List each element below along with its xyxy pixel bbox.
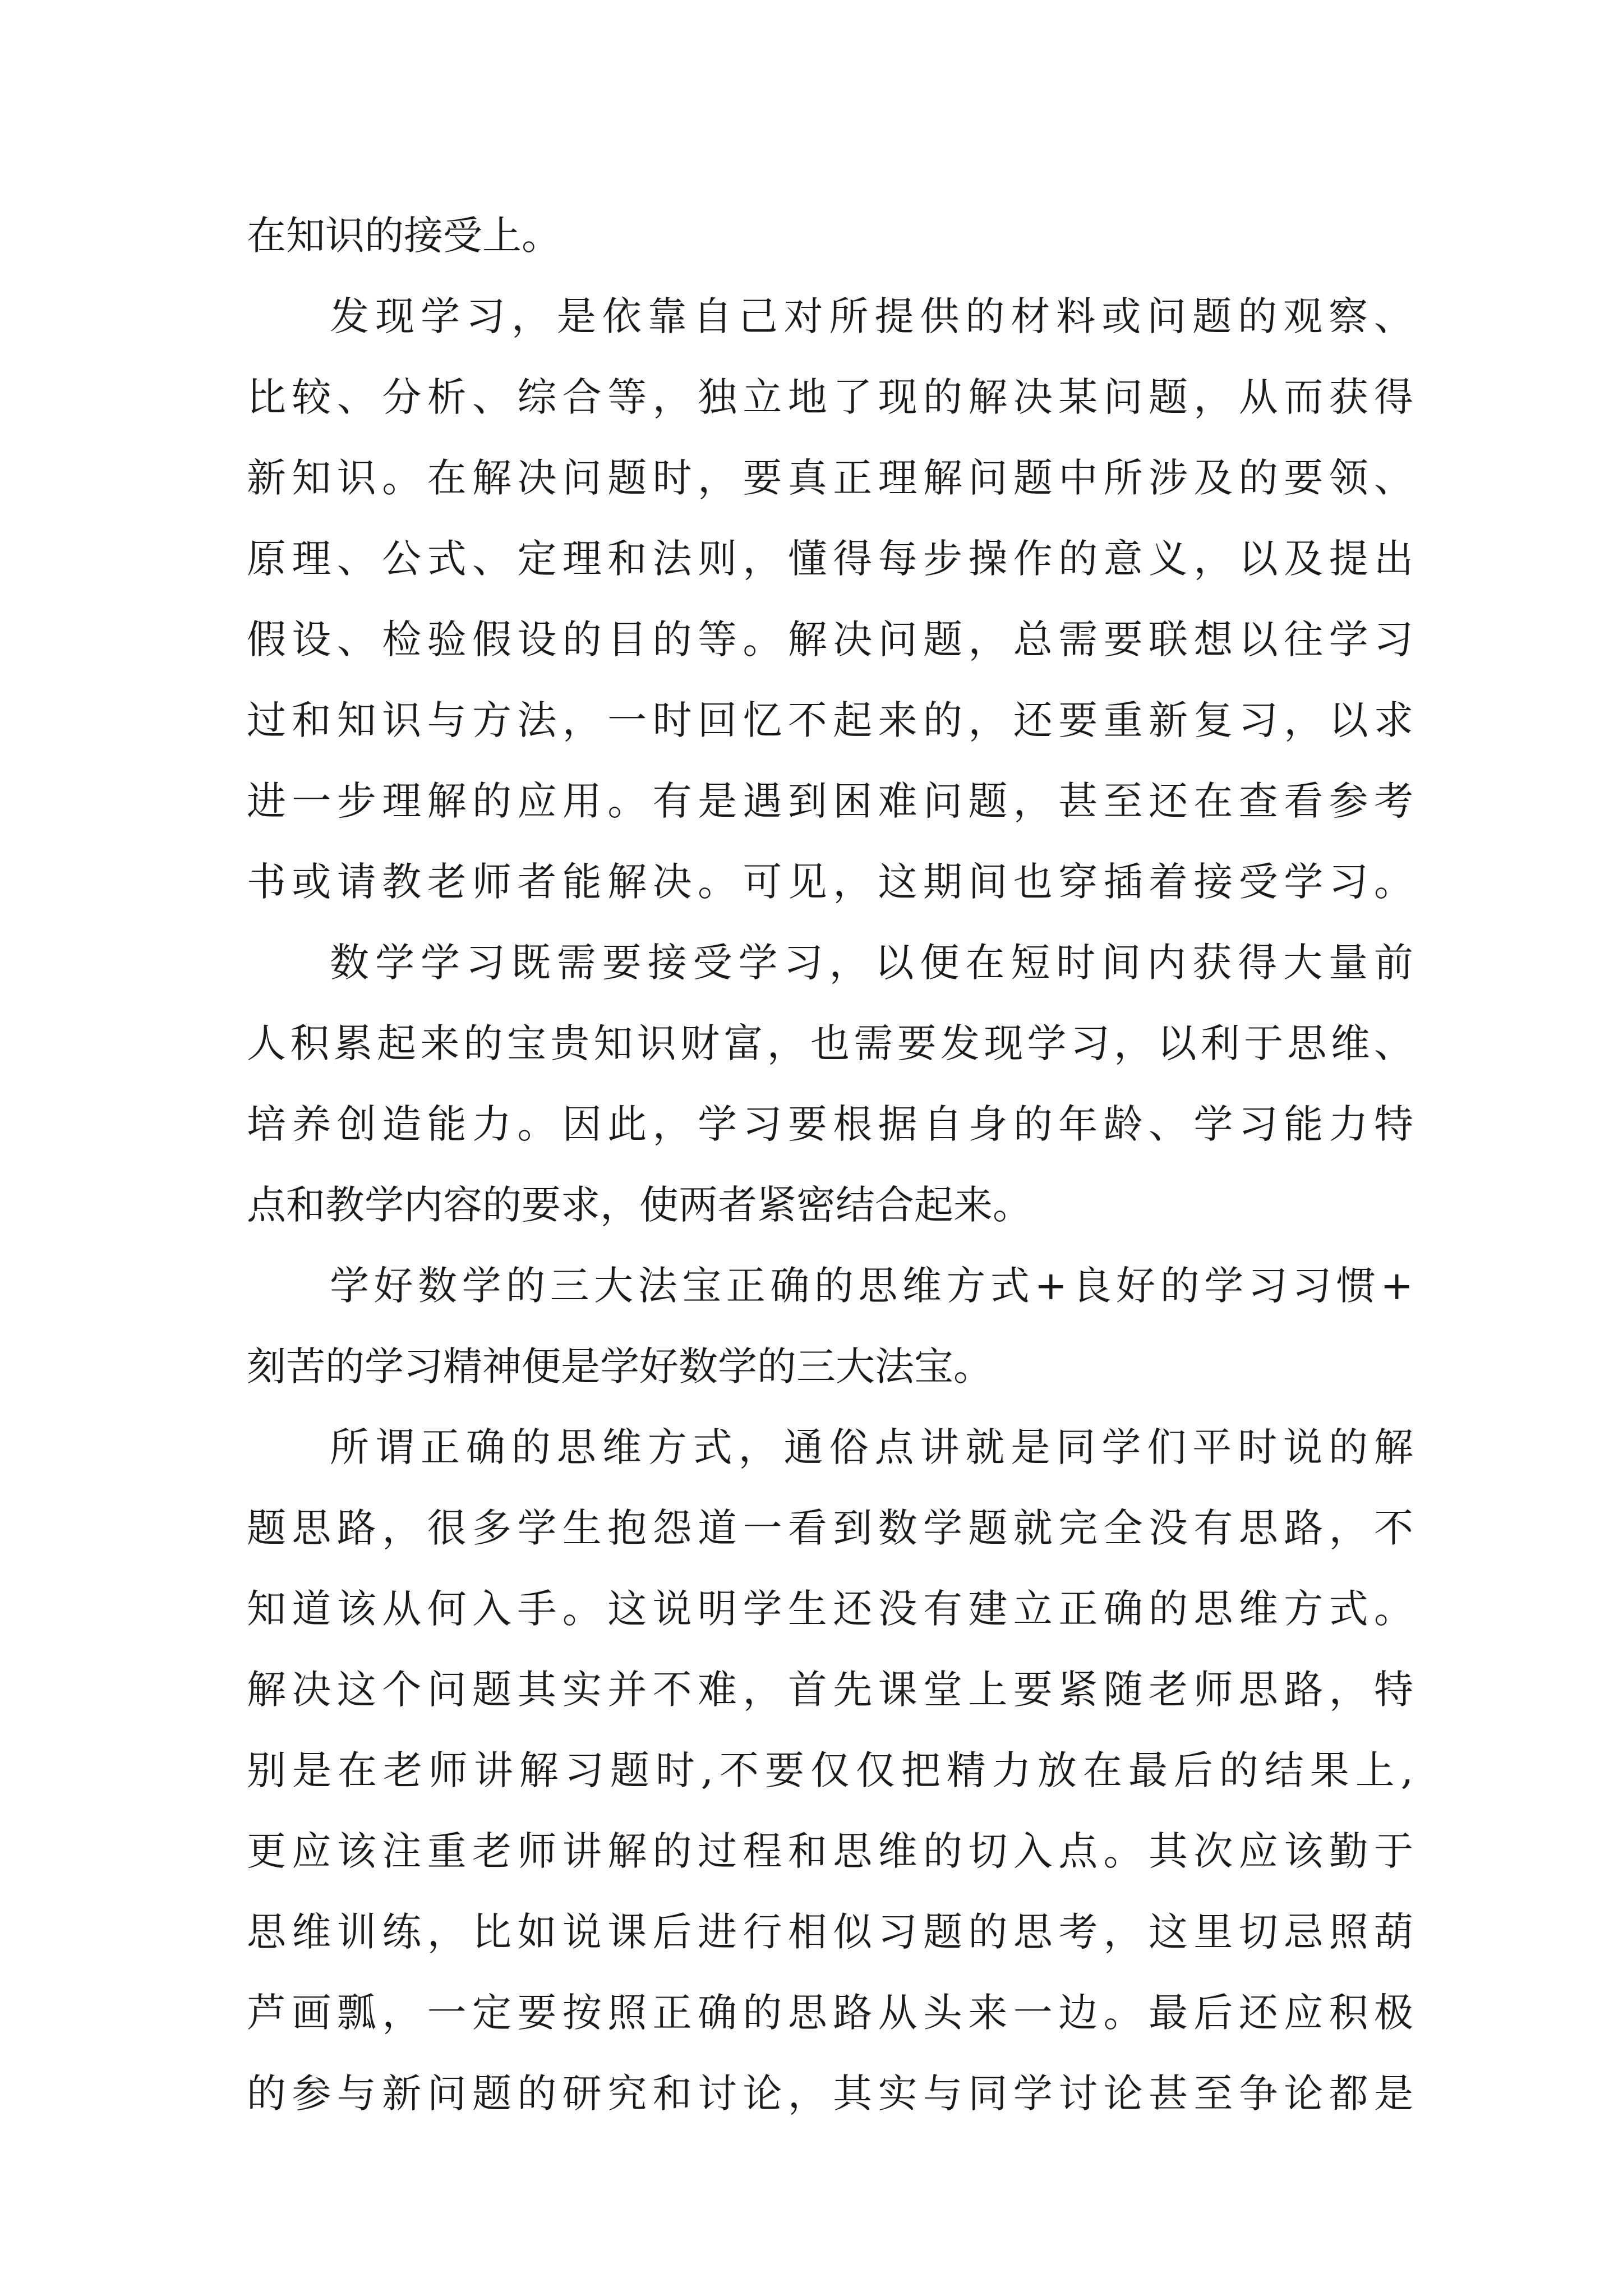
text-line: 更应该注重老师讲解的过程和思维的切入点。其次应该勤于 <box>247 1828 1413 1874</box>
text-line: 学好数学的三大法宝正确的思维方式+良好的学习习惯+ <box>330 1263 1413 1309</box>
text-line: 比较、分析、综合等，独立地了现的解决某问题，从而获得 <box>247 374 1413 420</box>
text-line: 芦画瓢，一定要按照正确的思路从头来一边。最后还应积极 <box>247 1990 1413 2036</box>
text-line: 知道该从何入手。这说明学生还没有建立正确的思维方式。 <box>247 1586 1413 1632</box>
text-line: 点和教学内容的要求，使两者紧密结合起来。 <box>247 1182 1032 1228</box>
text-line: 刻苦的学习精神便是学好数学的三大法宝。 <box>247 1343 993 1389</box>
text-line: 发现学习，是依靠自己对所提供的材料或问题的观察、 <box>330 293 1413 339</box>
text-line: 原理、公式、定理和法则，懂得每步操作的意义，以及提出 <box>247 536 1413 582</box>
text-line: 思维训练，比如说课后进行相似习题的思考，这里切忌照葫 <box>247 1909 1413 1955</box>
body-text <box>247 195 1413 2134</box>
text-line: 人积累起来的宝贵知识财富，也需要发现学习，以利于思维、 <box>247 1020 1413 1066</box>
text-line: 别是在老师讲解习题时,不要仅仅把精力放在最后的结果上, <box>247 1747 1413 1793</box>
text-line: 在知识的接受上。 <box>247 213 561 259</box>
text-line: 过和知识与方法，一时回忆不起来的，还要重新复习，以求 <box>247 697 1413 743</box>
text-line: 培养创造能力。因此，学习要根据自身的年龄、学习能力特 <box>247 1101 1413 1147</box>
text-line: 书或请教老师者能解决。可见，这期间也穿插着接受学习。 <box>247 859 1413 905</box>
text-line: 解决这个问题其实并不难，首先课堂上要紧随老师思路，特 <box>247 1667 1413 1713</box>
text-line: 的参与新问题的研究和讨论，其实与同学讨论甚至争论都是 <box>247 2070 1413 2116</box>
text-line: 题思路，很多学生抱怨道一看到数学题就完全没有思路，不 <box>247 1505 1413 1551</box>
text-line: 进一步理解的应用。有是遇到困难问题，甚至还在查看参考 <box>247 778 1413 824</box>
text-line: 数学学习既需要接受学习，以便在短时间内获得大量前 <box>330 940 1413 986</box>
text-line: 假设、检验假设的目的等。解决问题，总需要联想以往学习 <box>247 616 1413 662</box>
text-line: 新知识。在解决问题时，要真正理解问题中所涉及的要领、 <box>247 455 1413 501</box>
text-line: 所谓正确的思维方式，通俗点讲就是同学们平时说的解 <box>330 1424 1413 1470</box>
